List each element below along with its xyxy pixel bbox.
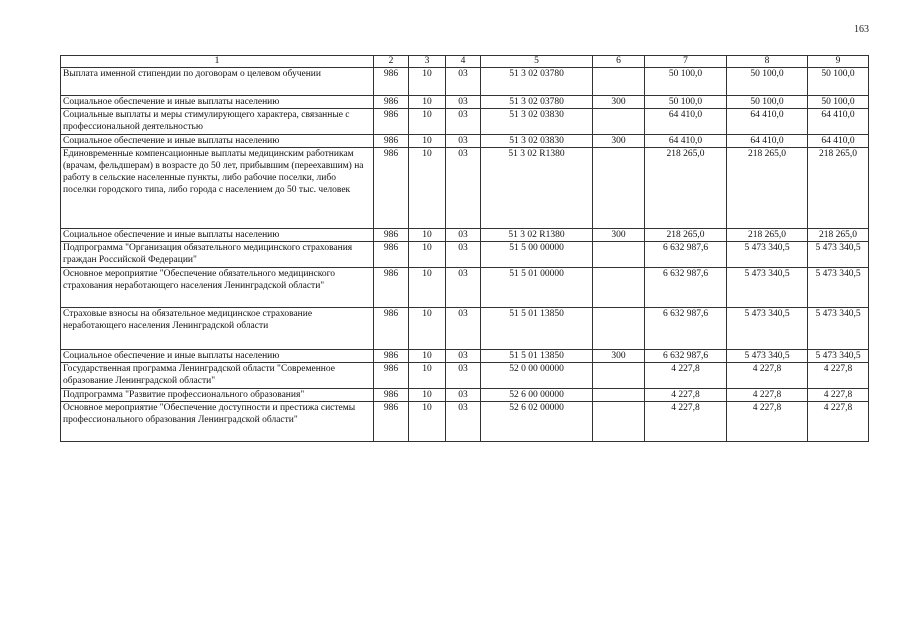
cell-amount-year2: 50 100,0 bbox=[727, 96, 808, 109]
row-description: Выплата именной стипендии по договорам о целевом обучении bbox=[61, 68, 374, 96]
page-number: 163 bbox=[854, 24, 869, 35]
cell-target-article: 51 5 00 00000 bbox=[481, 242, 593, 268]
row-description: Основное мероприятие "Обеспечение доступности и престижа системы профессионального образования Ленинградской области" bbox=[61, 402, 374, 442]
cell-section: 10 bbox=[409, 135, 446, 148]
row-description: Социальное обеспечение и иные выплаты населению bbox=[61, 350, 374, 363]
row-description: Социальное обеспечение и иные выплаты населению bbox=[61, 229, 374, 242]
cell-amount-year3: 4 227,8 bbox=[808, 363, 869, 389]
cell-amount-year1: 218 265,0 bbox=[645, 148, 727, 229]
cell-amount-year2: 4 227,8 bbox=[727, 363, 808, 389]
cell-expense-type bbox=[593, 363, 645, 389]
column-header: 4 bbox=[446, 56, 481, 68]
cell-target-article: 52 0 00 00000 bbox=[481, 363, 593, 389]
table-row bbox=[61, 229, 869, 242]
cell-expense-type bbox=[593, 268, 645, 308]
row-description: Социальные выплаты и меры стимулирующего характера, связанные с профессиональной деятельностью bbox=[61, 109, 374, 135]
row-description: Социальное обеспечение и иные выплаты населению bbox=[61, 135, 374, 148]
cell-admin-code: 986 bbox=[374, 268, 409, 308]
cell-target-article: 51 3 02 03830 bbox=[481, 135, 593, 148]
table-row bbox=[61, 148, 869, 229]
cell-section: 10 bbox=[409, 68, 446, 96]
column-header: 5 bbox=[481, 56, 593, 68]
table-row bbox=[61, 242, 869, 268]
table-row bbox=[61, 350, 869, 363]
cell-amount-year1: 6 632 987,6 bbox=[645, 308, 727, 350]
cell-admin-code: 986 bbox=[374, 308, 409, 350]
cell-target-article: 51 3 02 03780 bbox=[481, 68, 593, 96]
column-header: 7 bbox=[645, 56, 727, 68]
cell-amount-year1: 6 632 987,6 bbox=[645, 350, 727, 363]
cell-amount-year2: 4 227,8 bbox=[727, 389, 808, 402]
cell-admin-code: 986 bbox=[374, 68, 409, 96]
cell-subsection: 03 bbox=[446, 109, 481, 135]
cell-target-article: 52 6 02 00000 bbox=[481, 402, 593, 442]
column-header: 9 bbox=[808, 56, 869, 68]
cell-expense-type: 300 bbox=[593, 229, 645, 242]
row-description: Подпрограмма "Организация обязательного медицинского страхования граждан Российской Федерации" bbox=[61, 242, 374, 268]
cell-subsection: 03 bbox=[446, 350, 481, 363]
row-description: Основное мероприятие "Обеспечение обязательного медицинского страхования неработающего населения Ленинградской области" bbox=[61, 268, 374, 308]
cell-expense-type bbox=[593, 109, 645, 135]
cell-amount-year3: 5 473 340,5 bbox=[808, 308, 869, 350]
cell-expense-type: 300 bbox=[593, 135, 645, 148]
cell-section: 10 bbox=[409, 268, 446, 308]
cell-amount-year3: 5 473 340,5 bbox=[808, 268, 869, 308]
cell-amount-year1: 4 227,8 bbox=[645, 363, 727, 389]
cell-subsection: 03 bbox=[446, 402, 481, 442]
cell-amount-year2: 5 473 340,5 bbox=[727, 308, 808, 350]
cell-target-article: 51 5 01 13850 bbox=[481, 350, 593, 363]
cell-admin-code: 986 bbox=[374, 135, 409, 148]
column-header: 2 bbox=[374, 56, 409, 68]
cell-subsection: 03 bbox=[446, 135, 481, 148]
cell-admin-code: 986 bbox=[374, 96, 409, 109]
cell-section: 10 bbox=[409, 350, 446, 363]
cell-amount-year2: 5 473 340,5 bbox=[727, 268, 808, 308]
row-description: Государственная программа Ленинградской области "Современное образование Ленинградской области" bbox=[61, 363, 374, 389]
cell-amount-year1: 64 410,0 bbox=[645, 135, 727, 148]
cell-amount-year1: 6 632 987,6 bbox=[645, 242, 727, 268]
cell-subsection: 03 bbox=[446, 229, 481, 242]
cell-amount-year1: 50 100,0 bbox=[645, 96, 727, 109]
cell-section: 10 bbox=[409, 96, 446, 109]
table-row bbox=[61, 402, 869, 442]
budget-table bbox=[60, 55, 869, 442]
cell-admin-code: 986 bbox=[374, 363, 409, 389]
table-row bbox=[61, 389, 869, 402]
row-description: Социальное обеспечение и иные выплаты населению bbox=[61, 96, 374, 109]
cell-section: 10 bbox=[409, 389, 446, 402]
cell-expense-type bbox=[593, 402, 645, 442]
cell-amount-year2: 218 265,0 bbox=[727, 148, 808, 229]
row-description: Подпрограмма "Развитие профессионального образования" bbox=[61, 389, 374, 402]
cell-amount-year3: 218 265,0 bbox=[808, 148, 869, 229]
cell-amount-year3: 64 410,0 bbox=[808, 109, 869, 135]
cell-expense-type bbox=[593, 68, 645, 96]
cell-amount-year2: 5 473 340,5 bbox=[727, 350, 808, 363]
table-row bbox=[61, 268, 869, 308]
cell-expense-type bbox=[593, 242, 645, 268]
cell-expense-type bbox=[593, 148, 645, 229]
cell-section: 10 bbox=[409, 308, 446, 350]
cell-target-article: 51 5 01 00000 bbox=[481, 268, 593, 308]
cell-amount-year3: 4 227,8 bbox=[808, 402, 869, 442]
cell-section: 10 bbox=[409, 109, 446, 135]
cell-target-article: 51 3 02 R1380 bbox=[481, 148, 593, 229]
cell-admin-code: 986 bbox=[374, 229, 409, 242]
cell-subsection: 03 bbox=[446, 308, 481, 350]
cell-amount-year3: 5 473 340,5 bbox=[808, 242, 869, 268]
cell-amount-year2: 64 410,0 bbox=[727, 135, 808, 148]
row-description: Страховые взносы на обязательное медицинское страхование неработающего населения Ленинградской области bbox=[61, 308, 374, 350]
cell-subsection: 03 bbox=[446, 148, 481, 229]
cell-target-article: 51 3 02 R1380 bbox=[481, 229, 593, 242]
cell-section: 10 bbox=[409, 148, 446, 229]
cell-section: 10 bbox=[409, 229, 446, 242]
table-row bbox=[61, 308, 869, 350]
cell-admin-code: 986 bbox=[374, 148, 409, 229]
cell-expense-type bbox=[593, 308, 645, 350]
table-row bbox=[61, 68, 869, 96]
cell-amount-year2: 4 227,8 bbox=[727, 402, 808, 442]
cell-amount-year1: 6 632 987,6 bbox=[645, 268, 727, 308]
cell-admin-code: 986 bbox=[374, 389, 409, 402]
cell-section: 10 bbox=[409, 242, 446, 268]
cell-subsection: 03 bbox=[446, 389, 481, 402]
cell-target-article: 51 5 01 13850 bbox=[481, 308, 593, 350]
cell-amount-year1: 4 227,8 bbox=[645, 402, 727, 442]
cell-expense-type bbox=[593, 389, 645, 402]
cell-admin-code: 986 bbox=[374, 109, 409, 135]
cell-expense-type: 300 bbox=[593, 96, 645, 109]
cell-subsection: 03 bbox=[446, 68, 481, 96]
cell-subsection: 03 bbox=[446, 268, 481, 308]
cell-target-article: 52 6 00 00000 bbox=[481, 389, 593, 402]
cell-amount-year1: 4 227,8 bbox=[645, 389, 727, 402]
table-row bbox=[61, 109, 869, 135]
cell-expense-type: 300 bbox=[593, 350, 645, 363]
cell-amount-year2: 5 473 340,5 bbox=[727, 242, 808, 268]
cell-subsection: 03 bbox=[446, 96, 481, 109]
column-header-row bbox=[61, 56, 869, 68]
cell-amount-year2: 218 265,0 bbox=[727, 229, 808, 242]
column-header: 8 bbox=[727, 56, 808, 68]
cell-section: 10 bbox=[409, 363, 446, 389]
cell-subsection: 03 bbox=[446, 363, 481, 389]
cell-target-article: 51 3 02 03780 bbox=[481, 96, 593, 109]
cell-amount-year3: 50 100,0 bbox=[808, 68, 869, 96]
row-description: Единовременные компенсационные выплаты медицинским работникам (врачам, фельдшерам) в возрасте до 50 лет, прибывшим (переехавшим) на работу в сельские населенные пункты, либо рабочие поселки, либо поселки городского типа, либо города с населением до 50 тыс. человек bbox=[61, 148, 374, 229]
cell-amount-year2: 64 410,0 bbox=[727, 109, 808, 135]
cell-amount-year1: 50 100,0 bbox=[645, 68, 727, 96]
cell-amount-year1: 218 265,0 bbox=[645, 229, 727, 242]
cell-amount-year3: 218 265,0 bbox=[808, 229, 869, 242]
cell-amount-year3: 64 410,0 bbox=[808, 135, 869, 148]
table-row bbox=[61, 96, 869, 109]
cell-amount-year1: 64 410,0 bbox=[645, 109, 727, 135]
cell-subsection: 03 bbox=[446, 242, 481, 268]
cell-amount-year2: 50 100,0 bbox=[727, 68, 808, 96]
cell-admin-code: 986 bbox=[374, 350, 409, 363]
cell-amount-year3: 4 227,8 bbox=[808, 389, 869, 402]
cell-amount-year3: 5 473 340,5 bbox=[808, 350, 869, 363]
cell-admin-code: 986 bbox=[374, 402, 409, 442]
cell-section: 10 bbox=[409, 402, 446, 442]
column-header: 3 bbox=[409, 56, 446, 68]
column-header: 1 bbox=[61, 56, 374, 68]
cell-admin-code: 986 bbox=[374, 242, 409, 268]
column-header: 6 bbox=[593, 56, 645, 68]
cell-amount-year3: 50 100,0 bbox=[808, 96, 869, 109]
table-row bbox=[61, 363, 869, 389]
table-row bbox=[61, 135, 869, 148]
cell-target-article: 51 3 02 03830 bbox=[481, 109, 593, 135]
